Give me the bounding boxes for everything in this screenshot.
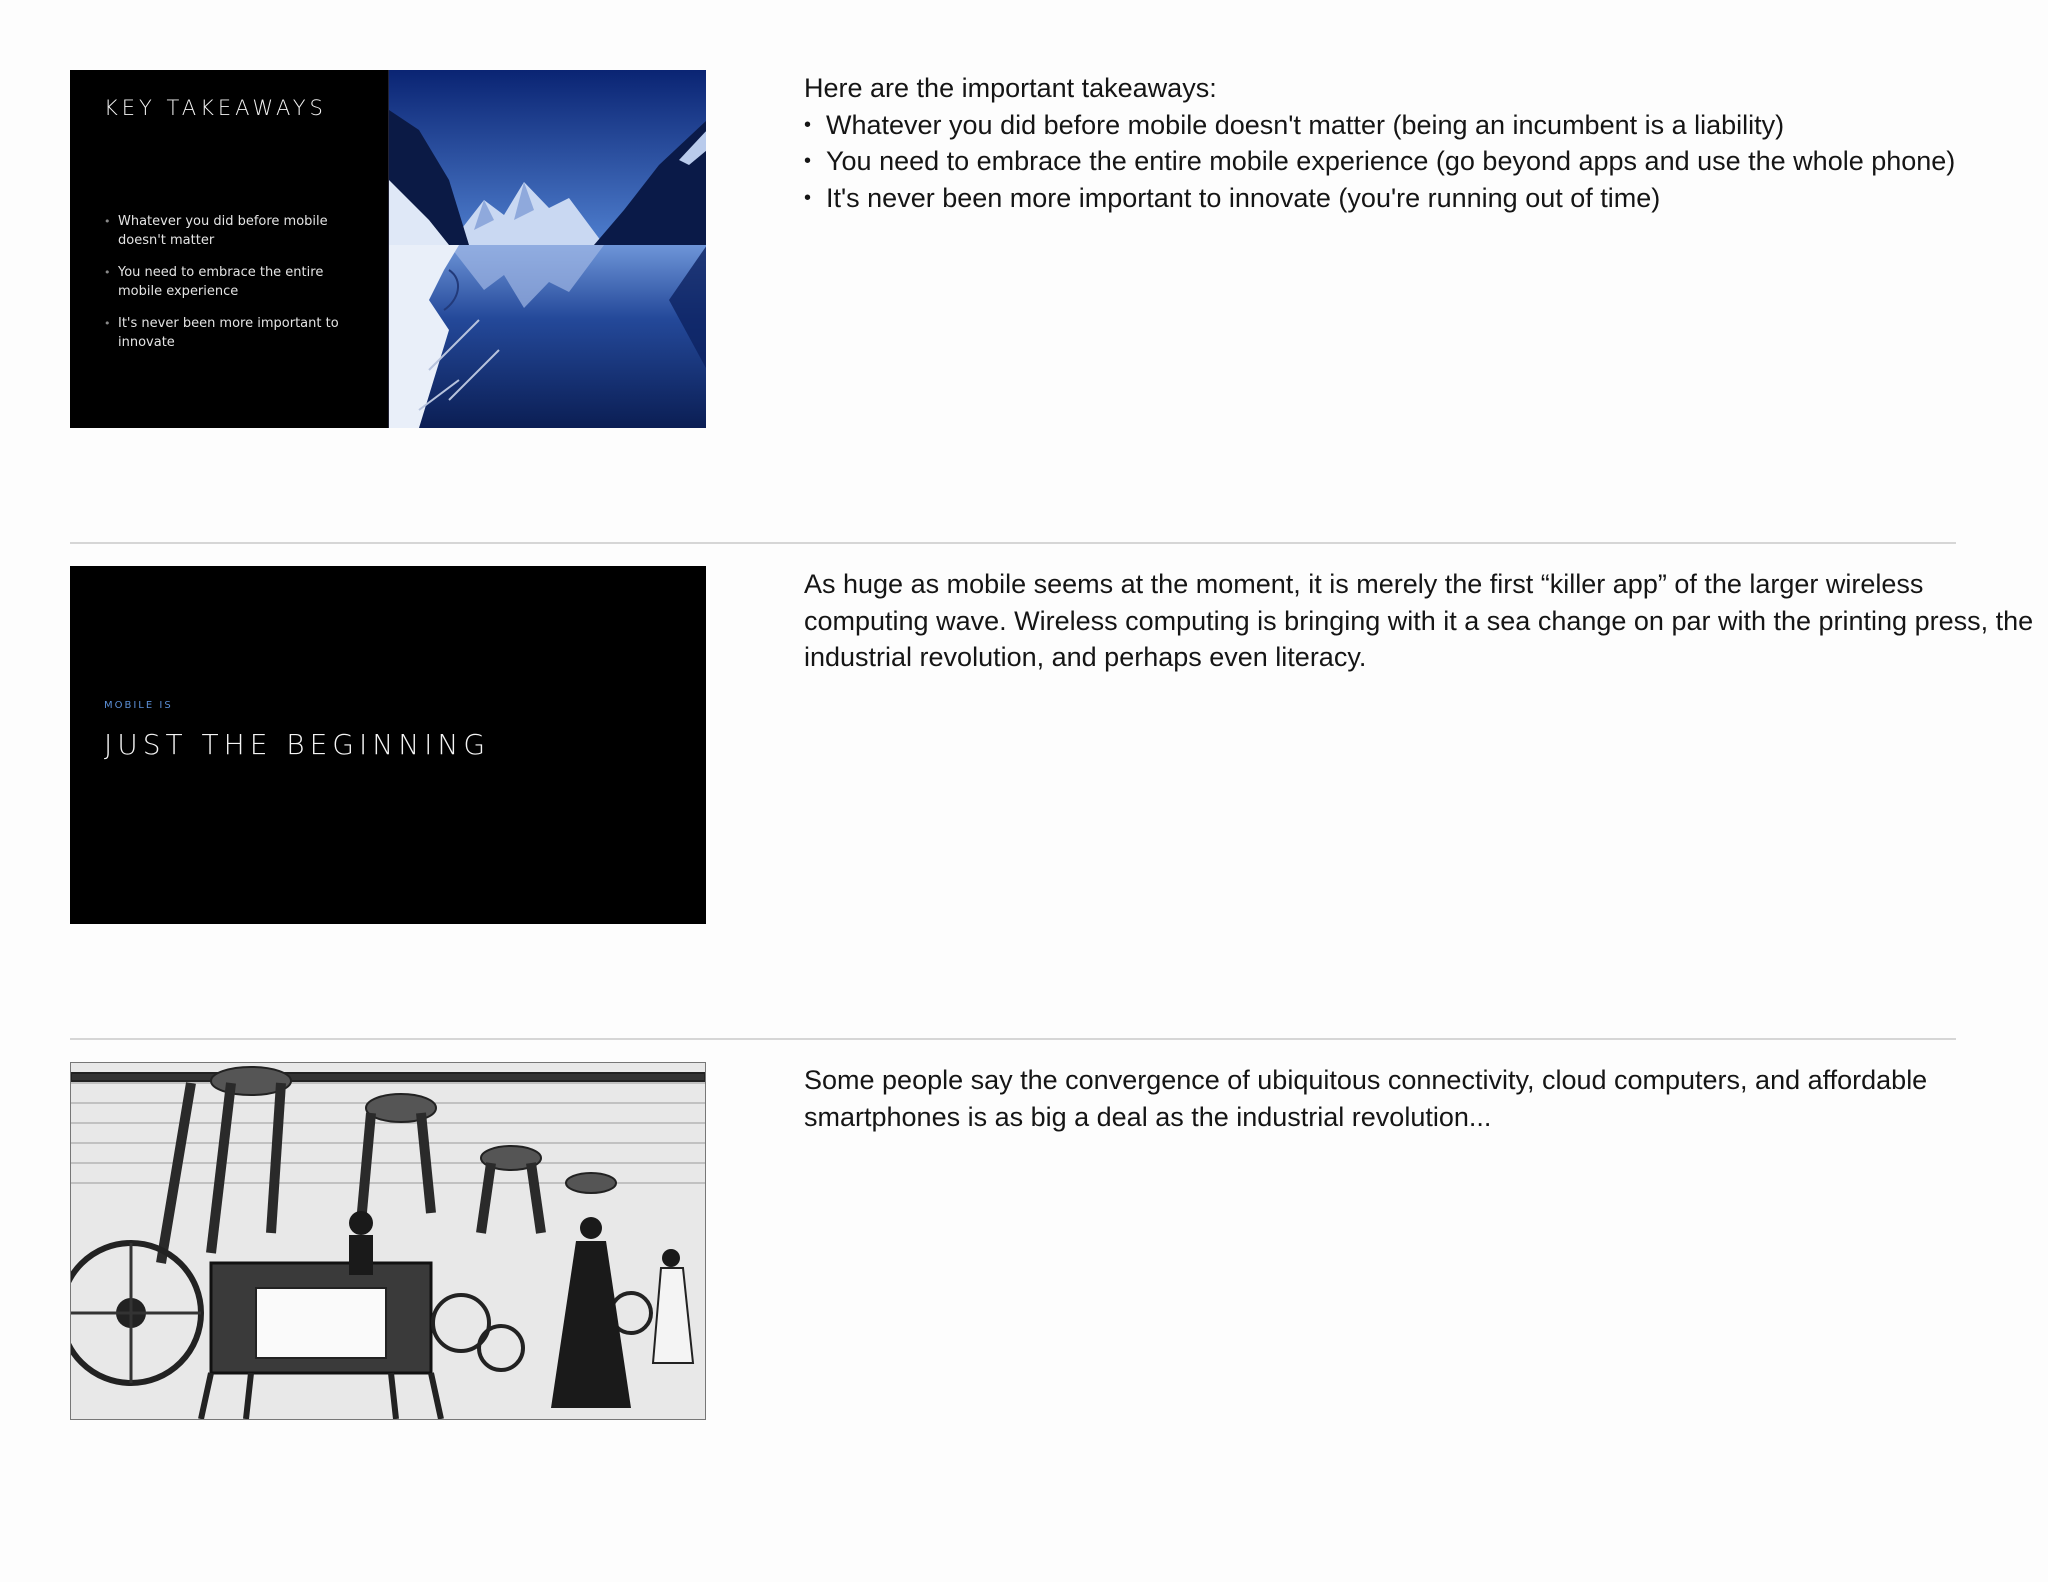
slide-title: JUST THE BEGINNING <box>104 728 491 761</box>
slide-row-3 <box>70 1062 1956 1420</box>
slide-title: KEY TAKEAWAYS <box>104 96 327 120</box>
notes-bullet: • You need to embrace the entire mobile experience (go beyond apps and use the whole phone) <box>804 143 2034 180</box>
slide-kicker: MOBILE IS <box>104 700 173 711</box>
row-divider <box>70 1038 1956 1040</box>
speaker-notes-2 <box>804 566 2034 676</box>
notes-bullet-list <box>804 107 2034 217</box>
notes-paragraph: Some people say the convergence of ubiquitous connectivity, cloud computers, and affordable smartphones is as big a deal as the industrial revolution... <box>804 1065 1928 1132</box>
speaker-notes-3 <box>804 1062 2034 1135</box>
notes-bullet: • Whatever you did before mobile doesn't matter (being an incumbent is a liability) <box>804 107 2034 144</box>
slide-row-2 <box>70 566 2034 924</box>
slide-bullet: • Whatever you did before mobile doesn't matter <box>104 212 354 250</box>
mountain-lake-illustration <box>389 70 706 428</box>
slide-bullet: • You need to embrace the entire mobile experience <box>104 263 354 301</box>
loom-engraving-illustration <box>71 1063 705 1419</box>
notes-paragraph: As huge as mobile seems at the moment, it is merely the first “killer app” of the larger wireless computing wave. Wireless computing is bringing with it a sea change on par with the printing press, the industrial revolution, and perhaps even literacy. <box>804 569 2034 672</box>
slide-text-panel <box>70 70 388 428</box>
slide-thumbnail-just-the-beginning[interactable] <box>70 566 706 924</box>
slide-row-1 <box>70 70 1956 428</box>
slide-thumbnail-industrial-loom[interactable] <box>70 1062 706 1420</box>
row-divider <box>70 542 1956 544</box>
notes-bullet: • It's never been more important to innovate (you're running out of time) <box>804 180 2034 217</box>
slide-thumbnail-key-takeaways[interactable] <box>70 70 706 428</box>
slide-bullet: • It's never been more important to innovate <box>104 314 354 352</box>
loom-engraving-image <box>70 1062 706 1420</box>
speaker-notes-1 <box>804 70 2034 216</box>
mountain-lake-image <box>388 70 706 428</box>
slide-bullet-list <box>104 212 354 365</box>
notes-intro: Here are the important takeaways: <box>804 73 1217 103</box>
